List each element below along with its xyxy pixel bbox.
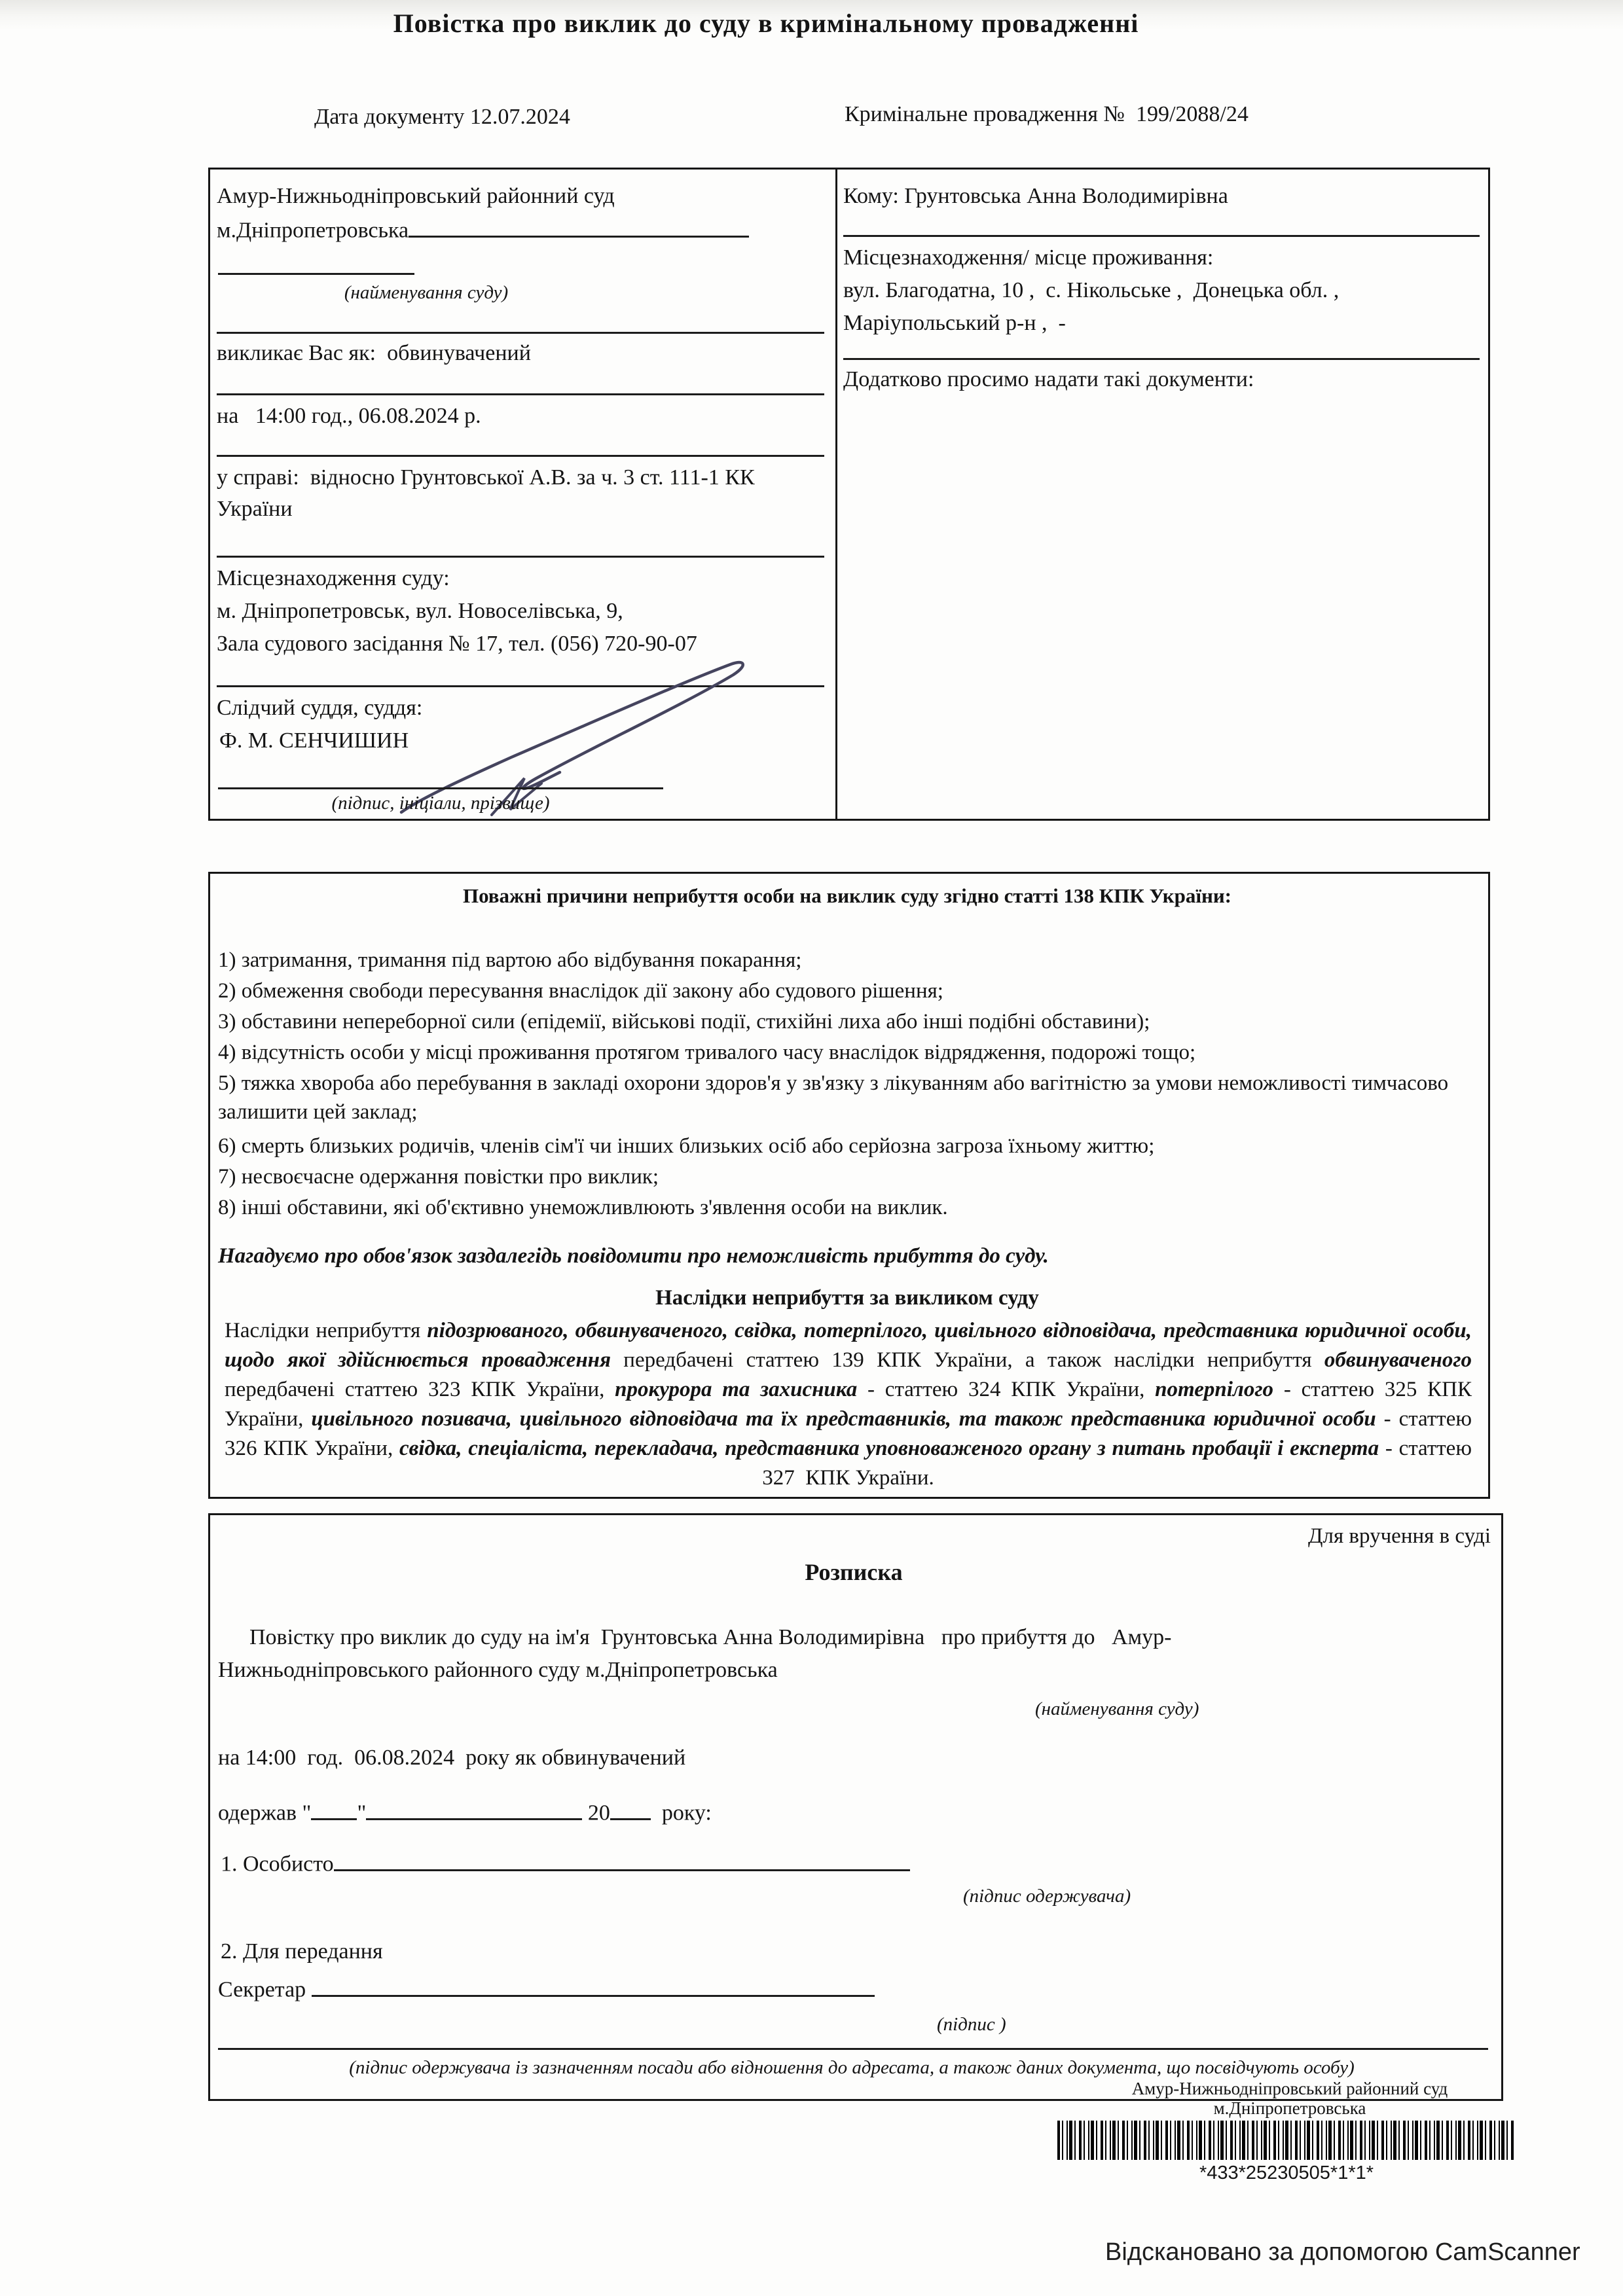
receipt-header: Розписка [805,1559,903,1585]
case-line-2: України [217,497,293,521]
reminder-note: Нагадуємо про обов'язок заздалегідь повідомити про неможливість прибуття до суду. [218,1244,1049,1268]
stamp-court-city: м.Дніпропетровська [1213,2098,1366,2118]
camscanner-footer: Відскановано за допомогою CamScanner [1105,2238,1580,2266]
blank-line [610,1798,651,1820]
stamp-court-name: Амур-Нижньодніпровський районний суд [1131,2079,1448,2098]
rule-line [217,556,824,558]
reasons-box [208,872,1490,1499]
receipt-line-1: Повістку про виклик до суду на ім'я Грунтовська Анна Володимирівна про прибуття до Амур- [249,1625,1172,1649]
barcode-text: *433*25230505*1*1* [1199,2162,1374,2183]
secretary-line: Секретар [218,1975,875,2003]
blank-line [218,273,414,275]
blank-line [409,215,749,238]
blank-line [312,1975,875,1997]
reason-item: 1) затримання, тримання під вартою або відбування покарання; [218,948,802,972]
signature-caption: (підпис, ініціали, прізвище) [331,793,550,814]
case-number: Кримінальне провадження № 199/2088/24 [845,102,1249,126]
recipient-signature-caption: (підпис одержувача) [963,1886,1131,1907]
reason-item: 5) тяжка хвороба або перебування в закладі охорони здоров'я у зв'язку з лікуванням або вагітністю за умови неможливості тимчасово залишити цей заклад; [218,1071,1454,1124]
rule-line [217,332,824,334]
rule-line [217,455,824,457]
case-line-1: у справі: відносно Грунтовської А.В. за ч. 3 ст. 111-1 КК [217,465,755,490]
documents-request-label: Додатково просимо надати такі документи: [843,367,1254,391]
rule-line [843,358,1480,360]
consequences-paragraph: Наслідки неприбуття підозрюваного, обвинуваченого, свідка, потерпілого, цивільного відповідача, представника юридичної особи, щодо якої здійснюється провадження передбачені статтею 139 КПК України, а також наслідки неприбуття обвинуваченого передбачені статтею 323 КПК України, прокурора та захисника - статтею 324 КПК України, потерпілого - статтею 325 КПК України, цивільного позивача, цивільного відповідача та їх представників, та також представника юридичної особи - статтею 326 КПК України, свідка, спеціаліста, перекладача, представника уповноваженого органу з питань пробації і експерта - статтею 327 КПК України. [225,1319,1478,1490]
rule-line [843,235,1480,237]
judge-signature [374,647,754,817]
rule-line [218,2048,1488,2050]
receipt-bottom-caption: (підпис одержувача із зазначенням посади або відношення до адресата, а також даних документа, що посвідчують особу) [349,2057,1355,2078]
court-location-line-1: м. Дніпропетровськ, вул. Новоселівська, 9, [217,599,623,623]
court-name-caption: (найменування суду) [344,282,509,303]
reason-item: 8) інші обставини, які об'єктивно унеможливлюють з'явлення особи на виклик. [218,1196,948,1219]
receipt-box [208,1513,1503,2101]
court-name-line-2: м.Дніпропетровська [217,215,749,243]
court-location-line-2: Зала судового засідання № 17, тел. (056) 720-90-07 [217,632,697,656]
judge-label: Слідчий суддя, суддя: [217,696,423,720]
reason-item: 2) обмеження свободи пересування внаслідок дії закону або судового рішення; [218,979,943,1003]
delivery-note: Для вручення в суді [1308,1524,1491,1548]
summon-as-line: викликає Вас як: обвинувачений [217,341,531,365]
receipt-line-2: Нижньодніпровського районного суду м.Дніпропетровська [218,1658,778,1682]
reasons-header: Поважні причини неприбуття особи на виклик суду згідно статті 138 КПК України: [462,884,1232,907]
hearing-datetime: на 14:00 год., 06.08.2024 р. [217,404,481,428]
reason-item: 7) несвоєчасне одержання повістки про виклик; [218,1165,659,1189]
blank-line [311,1798,357,1820]
document-date: Дата документу 12.07.2024 [314,105,570,129]
recipient-line: Кому: Грунтовська Анна Володимирівна [843,184,1228,208]
blank-line [366,1798,582,1820]
judge-name: Ф. М. СЕНЧИШИН [219,728,409,753]
reason-item: 3) обставини непереборної сили (епідемії, військові події, стихійні лиха або інші подібні обставини); [218,1010,1150,1033]
received-line: одержав " " 20 року: [218,1798,712,1826]
reason-item: 6) смерть близьких родичів, членів сім'ї чи інших близьких осіб або серйозна загроза їхньому життю; [218,1134,1155,1158]
court-name-line-1: Амур-Нижньодніпровський районний суд [217,184,615,208]
residence-label: Місцезнаходження/ місце проживання: [843,245,1214,270]
receipt-datetime: на 14:00 год. 06.08.2024 року як обвинувачений [218,1746,686,1770]
residence-line-1: вул. Благодатна, 10 , с. Нікольське , Донецька обл. , [843,278,1340,302]
consequences-header: Наслідки неприбуття за викликом суду [655,1286,1039,1310]
reason-item: 4) відсутність особи у місці проживання протягом тривалого часу внаслідок відрядження, подорожі тощо; [218,1041,1196,1064]
blank-line [334,1849,910,1871]
barcode [1057,2121,1516,2160]
table-divider [835,170,837,819]
residence-line-2: Маріупольський р-н , - [843,311,1066,335]
signature-line [218,787,663,789]
page-title: Повістка про виклик до суду в кримінальному провадженні [393,9,1139,38]
secretary-signature-caption: (підпис ) [937,2014,1006,2035]
rule-line [217,393,824,395]
receipt-court-caption: (найменування суду) [1035,1698,1199,1719]
transfer-line: 2. Для передання [221,1939,383,1964]
summons-table [208,168,1490,821]
personally-line: 1. Особисто [221,1849,910,1877]
court-location-label: Місцезнаходження суду: [217,566,450,590]
